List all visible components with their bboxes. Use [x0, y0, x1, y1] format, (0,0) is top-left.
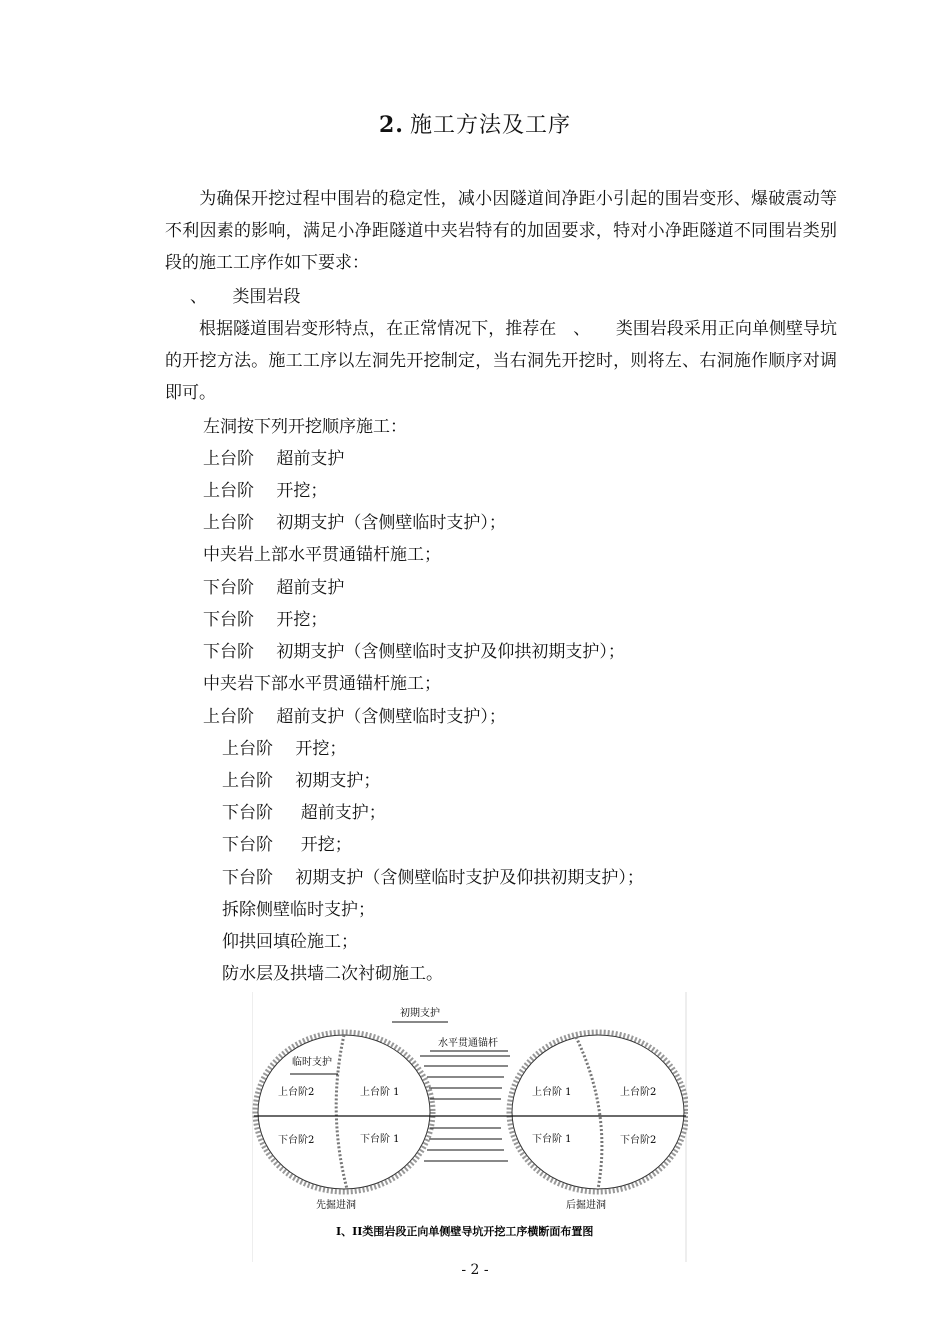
- right-tunnel-caption: 后掘进洞: [566, 1200, 606, 1211]
- right-tunnel: [509, 1032, 687, 1192]
- right-upper-bench-1: 上台阶 1: [532, 1087, 572, 1098]
- method-paragraph: [165, 313, 837, 409]
- left-lower-bench-2: 下台阶2: [278, 1135, 315, 1146]
- step-item: 拆除侧壁临时支护；: [222, 900, 375, 920]
- page-number: - 2 -: [461, 1262, 489, 1278]
- right-lower-bench-1: 下台阶 1: [532, 1134, 572, 1145]
- step-item: 下台阶 超前支护；: [222, 803, 386, 823]
- right-lower-bench-2: 下台阶2: [620, 1135, 657, 1146]
- right-tunnel-outer-lining: [509, 1032, 687, 1192]
- label-initial-support: 初期支护: [400, 1008, 440, 1019]
- heading-number: 2.: [379, 112, 404, 138]
- left-tunnel: [255, 1032, 433, 1192]
- steps-intro: 左洞按下列开挖顺序施工：: [203, 417, 407, 437]
- step-item: 上台阶 超前支护: [203, 449, 345, 469]
- step-item: 下台阶 初期支护（含侧壁临时支护及仰拱初期支护）；: [203, 642, 625, 662]
- subsection-title: 、 类围岩段: [190, 287, 301, 307]
- figure-caption: I、II类围岩段正向单侧壁导坑开挖工序横断面布置图: [336, 1225, 594, 1238]
- intro-text: 为确保开挖过程中围岩的稳定性，减小因隧道间净距小引起的围岩变形、爆破震动等不利因素的影响，满足小净距隧道中夹岩特有的加固要求，特对小净距隧道不同围岩类别段的施工工序作如下要求：: [165, 189, 837, 273]
- section-heading: [0, 108, 950, 139]
- step-item: 上台阶 开挖；: [222, 739, 347, 759]
- step-item: 上台阶 超前支护（含侧壁临时支护）；: [203, 707, 506, 727]
- step-item: 上台阶 初期支护；: [222, 771, 381, 791]
- step-item: 下台阶 开挖；: [203, 610, 328, 630]
- right-tunnel-outline: [512, 1035, 684, 1189]
- horizontal-bolts: [420, 1056, 510, 1161]
- right-upper-bench-2: 上台阶2: [620, 1087, 657, 1098]
- step-item: 中夹岩下部水平贯通锚杆施工；: [203, 674, 441, 694]
- step-item: 上台阶 初期支护（含侧壁临时支护）；: [203, 513, 506, 533]
- right-temp-support-wall: [576, 1037, 602, 1189]
- label-bolt: 水平贯通锚杆: [438, 1038, 498, 1049]
- left-upper-bench-2: 上台阶2: [278, 1087, 315, 1098]
- step-item: 中夹岩上部水平贯通锚杆施工；: [203, 545, 441, 565]
- tunnel-cross-section-figure: [252, 992, 688, 1262]
- tunnel-diagram: [252, 992, 688, 1262]
- step-item: 上台阶 开挖；: [203, 481, 328, 501]
- intro-paragraph: [165, 183, 837, 279]
- left-temp-support-wall: [336, 1035, 347, 1189]
- left-tunnel-outline: [258, 1035, 430, 1189]
- left-tunnel-caption: 先掘进洞: [316, 1200, 356, 1211]
- left-tunnel-outer-lining: [255, 1032, 433, 1192]
- step-item: 仰拱回填砼施工；: [222, 932, 358, 952]
- step-item: 下台阶 开挖；: [222, 835, 352, 855]
- step-item: 下台阶 初期支护（含侧壁临时支护及仰拱初期支护）；: [222, 868, 644, 888]
- label-temp-support: 临时支护: [292, 1057, 332, 1068]
- step-item: 下台阶 超前支护: [203, 578, 345, 598]
- left-lower-bench-1: 下台阶 1: [360, 1134, 400, 1145]
- heading-text: 施工方法及工序: [409, 113, 571, 138]
- left-upper-bench-1: 上台阶 1: [360, 1087, 400, 1098]
- step-item: 防水层及拱墙二次衬砌施工。: [222, 964, 443, 984]
- method-text: 根据隧道围岩变形特点，在正常情况下，推荐在 、 类围岩段采用正向单侧壁导坑的开挖方法。施工工序以左洞先开挖制定，当右洞先开挖时，则将左、右洞施作顺序对调即可。: [165, 319, 837, 403]
